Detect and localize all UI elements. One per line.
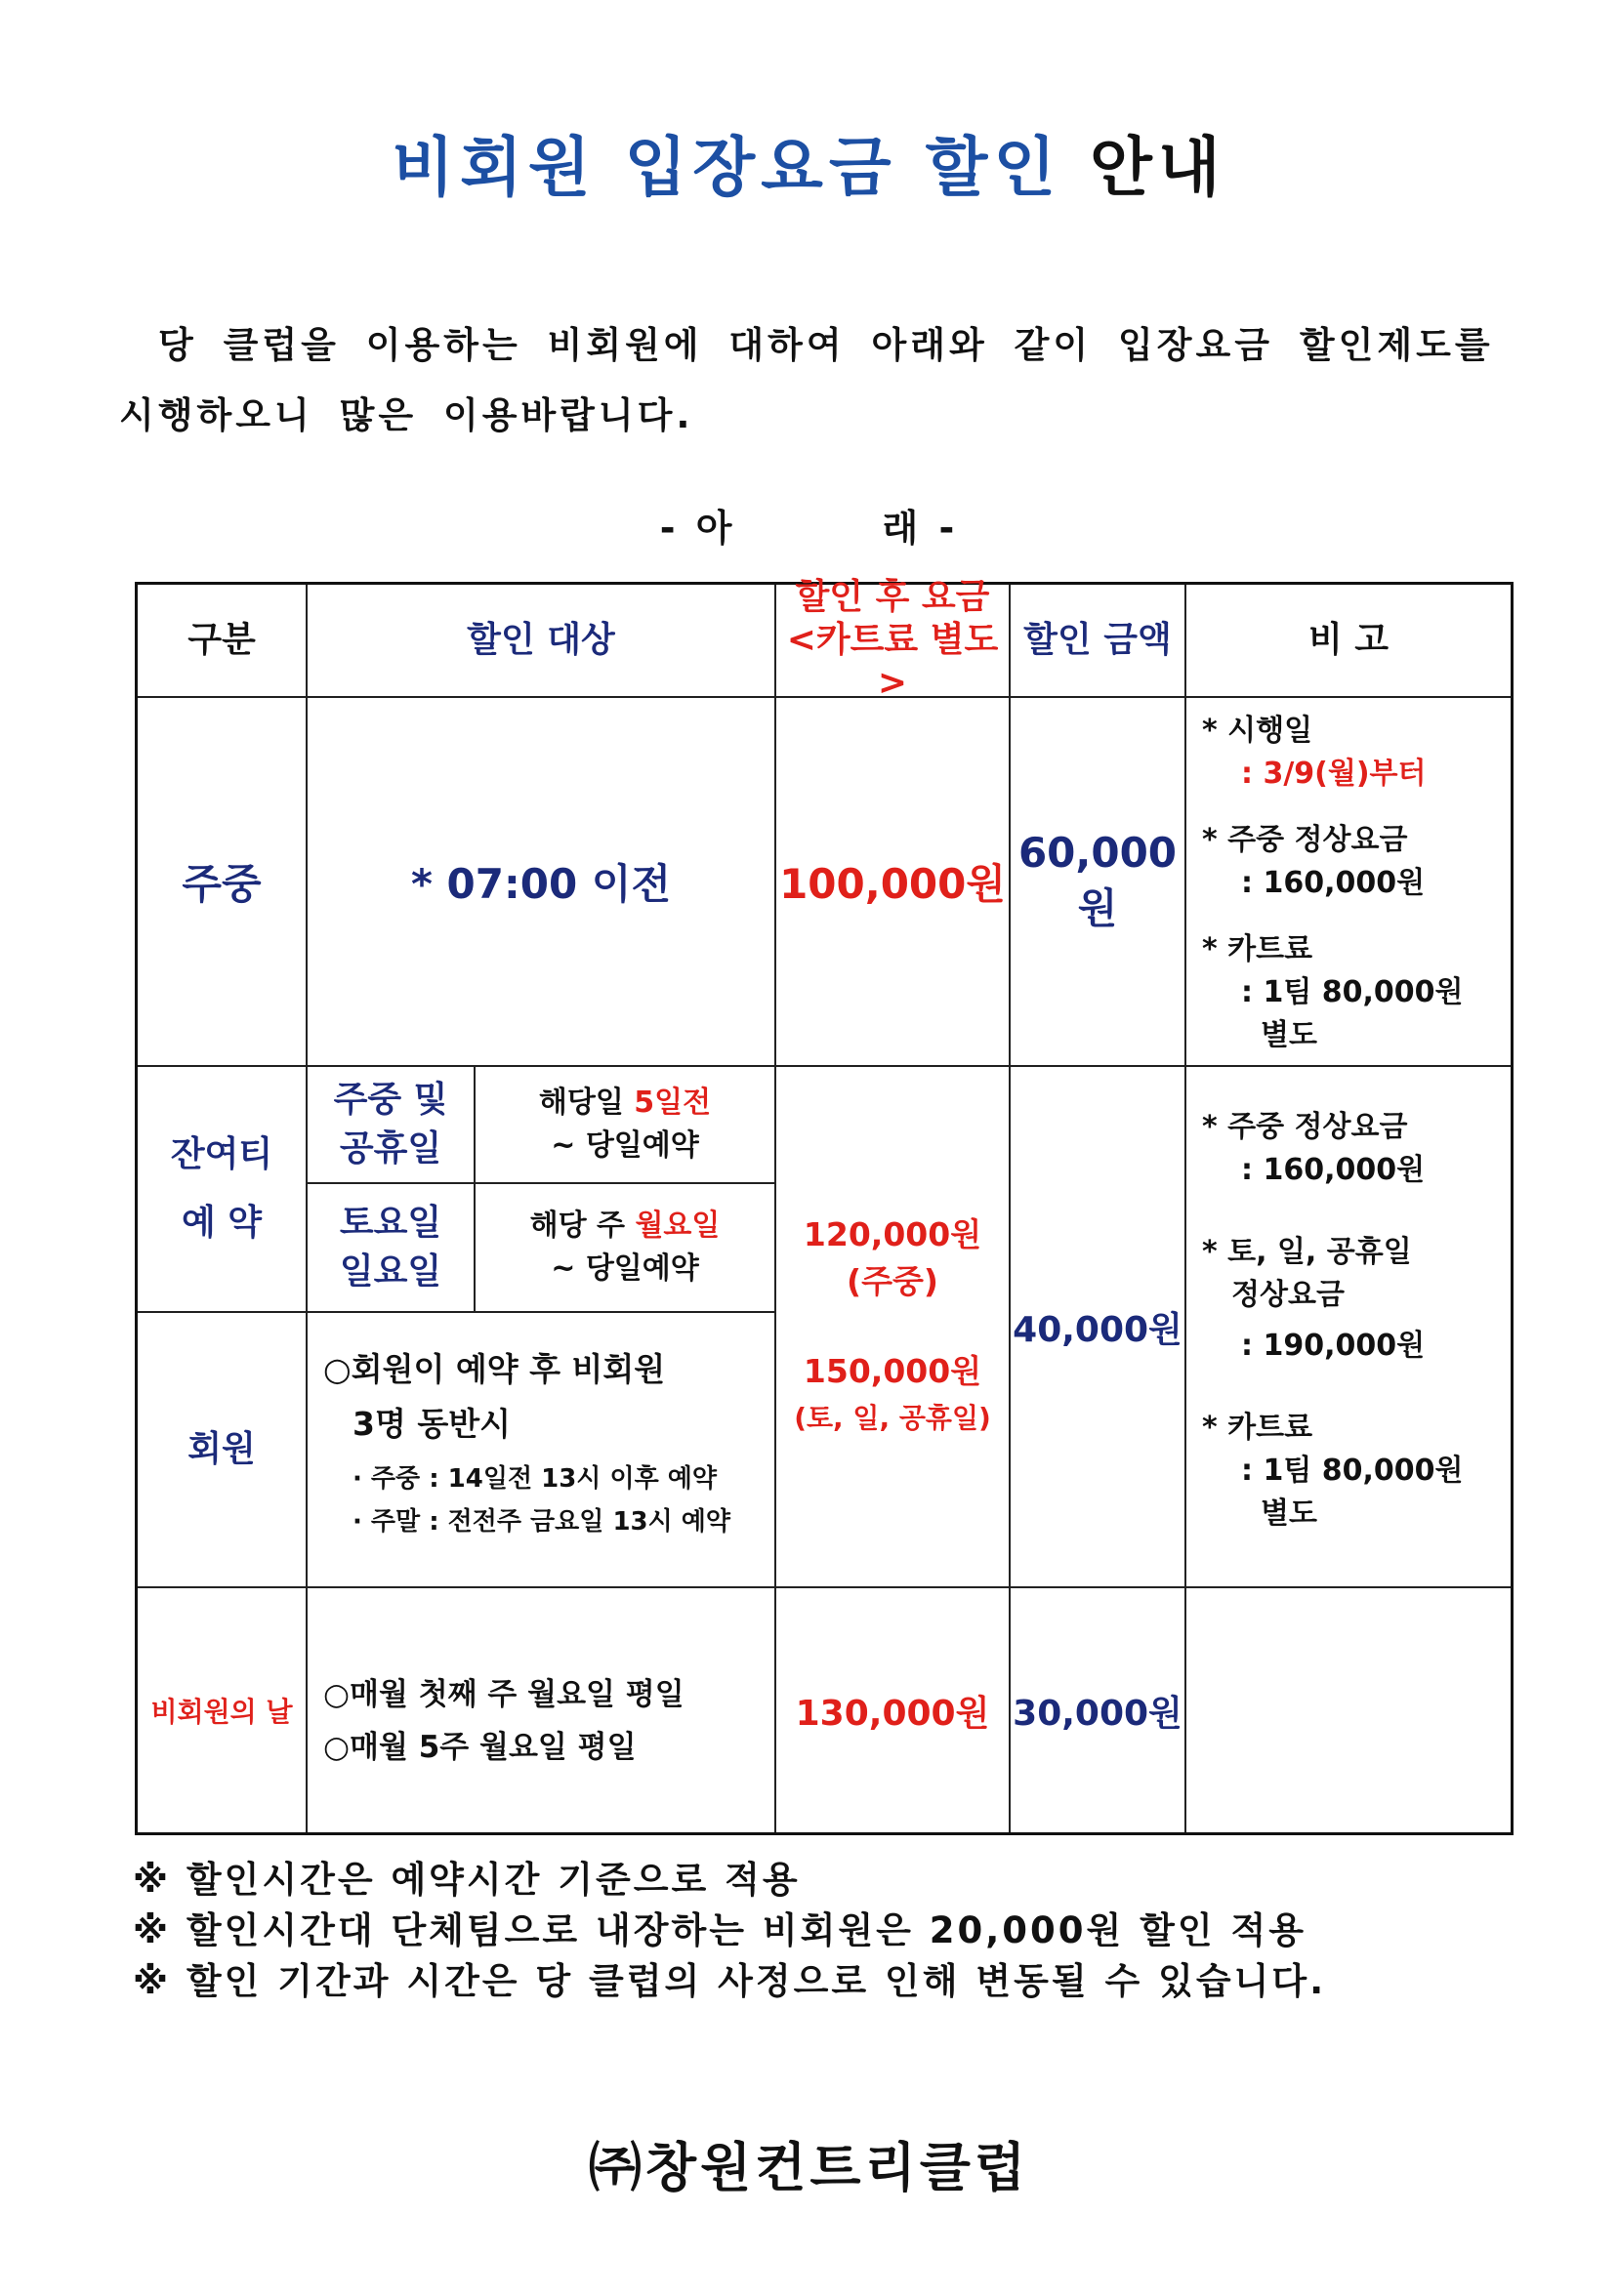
header-remark: 비 고 [1307,620,1390,660]
shared-price: 120,000원 (주중) 150,000원 (토, 일, 공휴일) [794,1215,991,1434]
weekday-discount: 60,000원 [1017,828,1178,932]
member-target: ○회원이 예약 후 비회원 3명 동반시 · 주중 : 14일전 13시 이후 예약 · 주말 : 전전주 금요일 13시 예약 [323,1350,731,1537]
company-name: ㈜창원컨트리클럽 [588,2137,1030,2198]
weekday-category: 주중 [182,860,262,908]
remaining-tee-day-weekday: 주중 및 공휴일 [333,1080,448,1168]
header-category: 구분 [187,620,256,660]
title-suffix: 안내 [1090,130,1226,205]
remaining-tee-cond-weekend: 해당 주 월요일 ~ 당일예약 [529,1209,721,1286]
notice-heading: - 아 래 - [659,507,959,550]
weekday-remark: * 시행일 : 3/9(월)부터 * 주중 정상요금 : 160,000원 * 카트료 : 1팀 80,000원 별도 [1202,714,1464,1052]
intro-paragraph [119,310,1506,451]
footnote: ※ 할인 기간과 시간은 당 클럽의 사정으로 인해 변동될 수 있습니다. [133,1960,1327,2002]
footnote: ※ 할인시간대 단체팀으로 내장하는 비회원은 20,000원 할인 적용 [133,1909,1307,1951]
intro-line-2: 시행하오니 많은 이용바랍니다. [119,394,694,436]
weekday-target: * 07:00 이전 [410,860,672,908]
nonmember-day-discount: 30,000원 [1013,1693,1182,1734]
discount-table [135,577,1514,1835]
member-category: 회원 [187,1429,256,1469]
shared-discount: 40,000원 [1013,1309,1182,1350]
shared-remark: * 주중 정상요금 : 160,000원 * 토, 일, 공휴일 정상요금 : 190,000원 * 카트료 : 1팀 80,000원 별도 [1202,1110,1464,1531]
footnotes [133,1855,1519,2007]
footnote: ※ 할인시간은 예약시간 기준으로 적용 [133,1859,801,1901]
title-main: 비회원 입장요금 할인 [392,130,1062,205]
page-title [0,115,1618,208]
header-target: 할인 대상 [467,620,615,660]
intro-line-1: 당 클럽을 이용하는 비회원에 대하여 아래와 같이 입장요금 할인제도를 [158,324,1494,366]
weekday-price: 100,000원 [779,860,1006,908]
header-discount: 할인 금액 [1023,620,1172,660]
remaining-tee-day-weekend: 토요일 일요일 [339,1203,442,1292]
nonmember-day-target: ○매월 첫째 주 월요일 평일 ○매월 5주 월요일 평일 [323,1677,685,1765]
nonmember-day-price: 130,000원 [795,1693,990,1734]
remaining-tee-cond-weekday: 해당일 5일전 ~ 당일예약 [538,1086,712,1163]
nonmember-day-category: 비회원의 날 [150,1696,293,1728]
remaining-tee-category: 잔여티 예 약 [170,1134,273,1243]
header-price: 할인 후 요금 <카트료 별도> [786,577,999,703]
